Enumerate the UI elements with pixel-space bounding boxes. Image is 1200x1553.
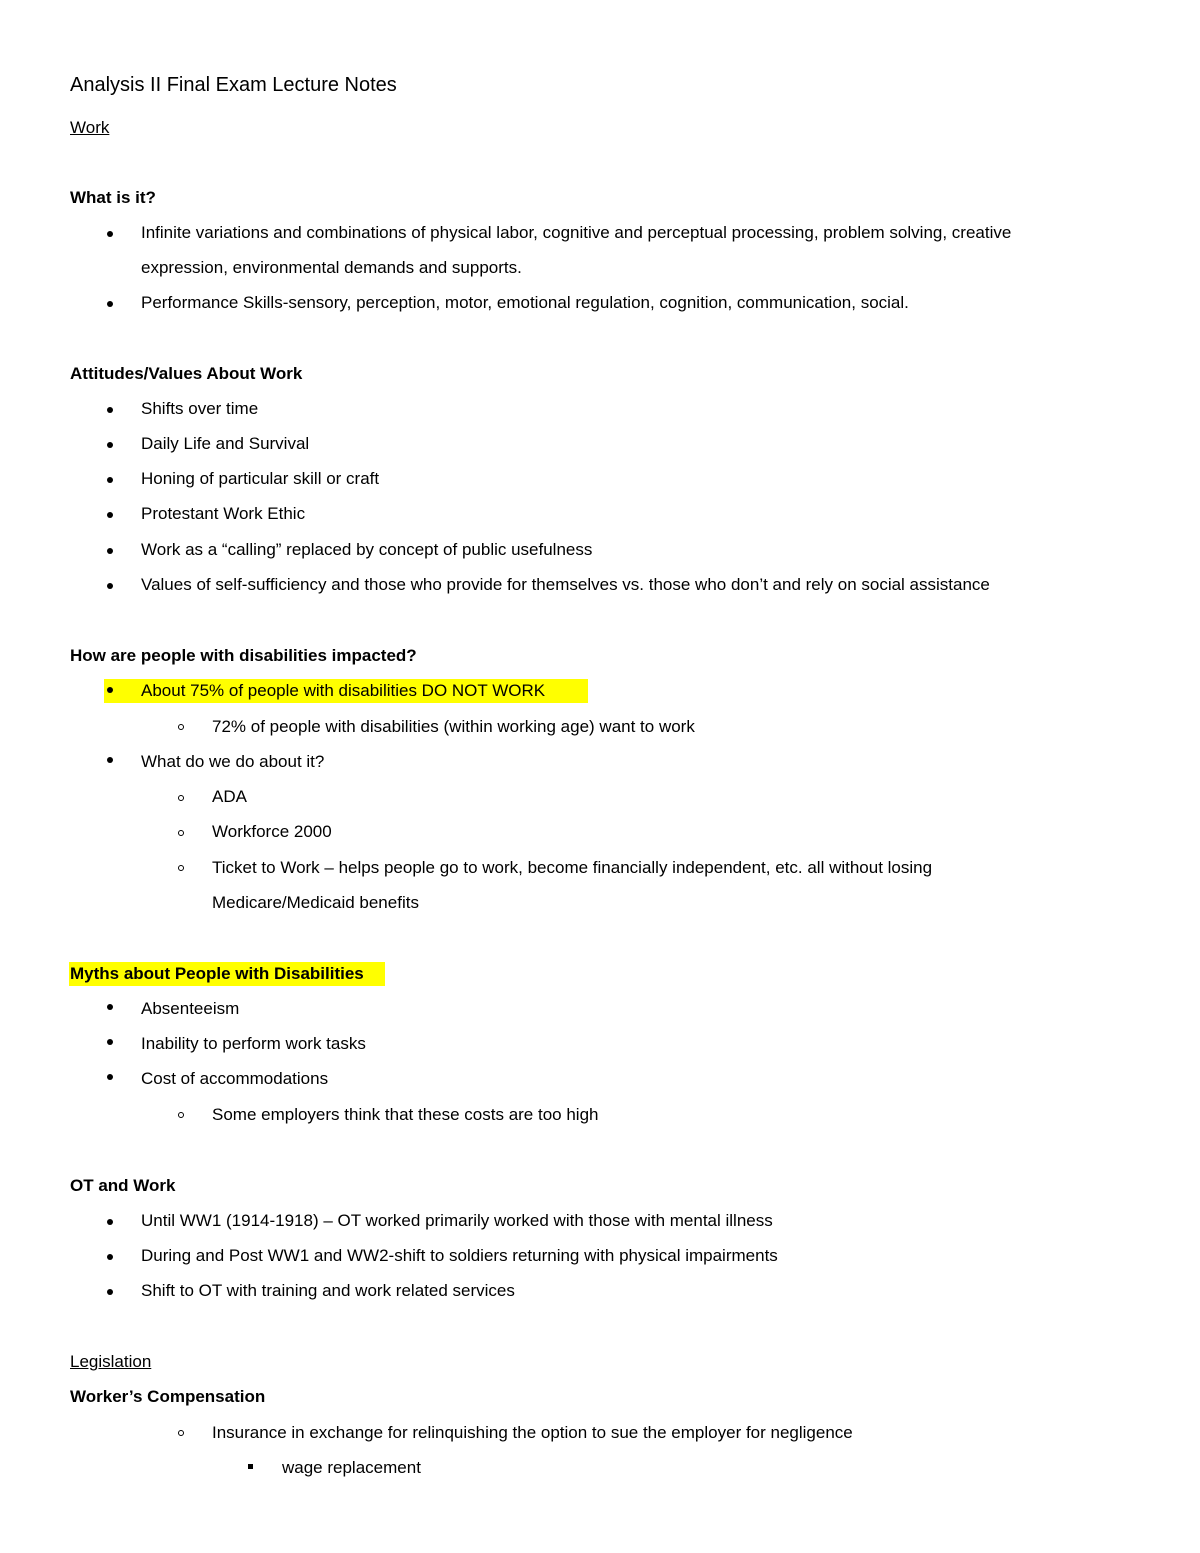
- bullet-icon: [107, 477, 113, 483]
- list-item: Protestant Work Ethic: [141, 504, 306, 523]
- list-item: Values of self-sufficiency and those who provide for themselves vs. those who don’t and rely on social assistance: [141, 575, 990, 594]
- bullet-icon: [107, 442, 113, 448]
- legislation-heading: Legislation: [70, 1352, 152, 1371]
- impact-heading: How are people with disabilities impacted?: [70, 646, 417, 665]
- bullet-icon: [107, 231, 113, 237]
- bullet-icon: [107, 1004, 113, 1010]
- list-item: Infinite variations and combinations of physical labor, cognitive and perceptual processing, problem solving, creative: [141, 223, 1012, 242]
- myths-heading: Myths about People with Disabilities: [70, 964, 364, 983]
- list-item: Shift to OT with training and work related services: [141, 1281, 515, 1300]
- bullet-icon: [107, 757, 113, 763]
- sub-list-item: ADA: [212, 787, 247, 806]
- list-item: Cost of accommodations: [141, 1069, 329, 1088]
- list-item: Work as a “calling” replaced by concept of public usefulness: [141, 540, 593, 559]
- bullet-icon: [107, 407, 113, 413]
- list-item: Inability to perform work tasks: [141, 1034, 366, 1053]
- bullet-icon: [107, 1289, 113, 1295]
- bullet-icon: [107, 301, 113, 307]
- workers-comp-heading: Worker’s Compensation: [70, 1387, 266, 1406]
- bullet-icon: [107, 1039, 113, 1045]
- list-item-highlighted: About 75% of people with disabilities DO NOT WORK: [141, 681, 546, 700]
- sub-list-item: 72% of people with disabilities (within working age) want to work: [212, 717, 695, 736]
- list-item: What do we do about it?: [141, 752, 325, 771]
- list-item: Until WW1 (1914-1918) – OT worked primarily worked with those with mental illness: [141, 1211, 773, 1230]
- section-work-heading: Work: [70, 118, 110, 137]
- sub-list-item: Insurance in exchange for relinquishing the option to sue the employer for negligence: [212, 1423, 853, 1442]
- circle-bullet-icon: [178, 830, 184, 836]
- list-item: Honing of particular skill or craft: [141, 469, 380, 488]
- circle-bullet-icon: [178, 724, 184, 730]
- sub-list-item: Ticket to Work – helps people go to work, become financially independent, etc. all without losing: [212, 858, 933, 877]
- attitudes-heading: Attitudes/Values About Work: [70, 364, 303, 383]
- what-is-it-heading: What is it?: [70, 188, 156, 207]
- bullet-icon: [107, 583, 113, 589]
- bullet-icon: [107, 1219, 113, 1225]
- list-item: During and Post WW1 and WW2-shift to soldiers returning with physical impairments: [141, 1246, 778, 1265]
- sub-list-item-continuation: Medicare/Medicaid benefits: [212, 893, 419, 912]
- list-item-continuation: expression, environmental demands and supports.: [141, 258, 522, 277]
- sub-list-item: Some employers think that these costs are too high: [212, 1105, 599, 1124]
- bullet-icon: [107, 687, 113, 693]
- circle-bullet-icon: [178, 865, 184, 871]
- circle-bullet-icon: [178, 1112, 184, 1118]
- circle-bullet-icon: [178, 1430, 184, 1436]
- square-bullet-icon: [248, 1464, 253, 1469]
- ot-heading: OT and Work: [70, 1176, 176, 1195]
- page-title: Analysis II Final Exam Lecture Notes: [70, 74, 397, 96]
- list-item: Daily Life and Survival: [141, 434, 310, 453]
- sub-sub-list-item: wage replacement: [282, 1458, 421, 1477]
- bullet-icon: [107, 512, 113, 518]
- bullet-icon: [107, 1074, 113, 1080]
- list-item: Shifts over time: [141, 399, 259, 418]
- list-item: Absenteeism: [141, 999, 240, 1018]
- sub-list-item: Workforce 2000: [212, 822, 332, 841]
- circle-bullet-icon: [178, 795, 184, 801]
- bullet-icon: [107, 548, 113, 554]
- bullet-icon: [107, 1254, 113, 1260]
- list-item: Performance Skills-sensory, perception, motor, emotional regulation, cognition, communication, social.: [141, 293, 909, 312]
